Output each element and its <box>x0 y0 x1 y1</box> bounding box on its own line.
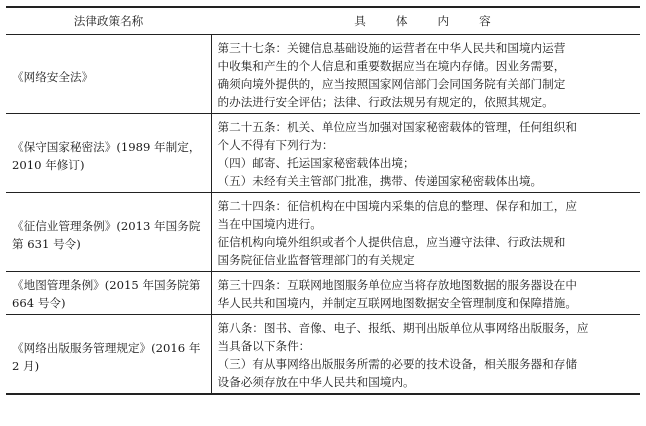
table-row <box>6 35 640 114</box>
law-policy-table <box>6 6 640 395</box>
law-content-cell <box>211 272 640 315</box>
law-content-cell <box>211 315 640 395</box>
law-name-cell: 《网络出版服务管理规定》(2016 年 2 月) <box>6 315 211 395</box>
content-line: 第八条：图书、音像、电子、报纸、期刊出版单位从事网络出版服务，应 <box>217 321 589 335</box>
content-line: （五）未经有关主管部门批准，携带、传递国家秘密载体出境。 <box>217 174 543 188</box>
table-row <box>6 193 640 272</box>
table-header-row <box>6 7 640 35</box>
content-line: 第二十五条：机关、单位应当加强对国家秘密载体的管理，任何组织和 <box>217 120 577 134</box>
content-line: 设备必须存放在中华人民共和国境内。 <box>217 375 415 389</box>
column-header-content: 具体内容 <box>354 14 521 28</box>
content-line: （三）有从事网络出版服务所需的必要的技术设备，相关服务器和存储 <box>217 357 577 371</box>
law-content-cell <box>211 35 640 114</box>
content-line: 当具备以下条件： <box>217 339 311 353</box>
content-line: 第三十七条：关键信息基础设施的运营者在中华人民共和国境内运营 <box>217 41 566 55</box>
column-header-law-name: 法律政策名称 <box>73 14 144 28</box>
content-line: 国务院征信业监督管理部门的有关规定 <box>217 253 415 267</box>
content-line: （四）邮寄、托运国家秘密载体出境； <box>217 156 415 170</box>
table-row <box>6 272 640 315</box>
content-line: 当在中国境内进行。 <box>217 217 322 231</box>
law-name-cell: 《地图管理条例》(2015 年国务院第 664 号令) <box>6 272 211 315</box>
law-name-cell: 《保守国家秘密法》(1989 年制定，2010 年修订) <box>6 114 211 193</box>
law-content-cell <box>211 114 640 193</box>
content-line: 第三十四条：互联网地图服务单位应当将存放地图数据的服务器设在中 <box>217 278 577 292</box>
content-line: 个人不得有下列行为： <box>217 138 334 152</box>
law-name-cell: 《征信业管理条例》(2013 年国务院第 631 号令) <box>6 193 211 272</box>
content-line: 确须向境外提供的，应当按照国家网信部门会同国务院有关部门制定 <box>217 77 566 91</box>
content-line: 华人民共和国境内，并制定互联网地图数据安全管理制度和保障措施。 <box>217 296 577 310</box>
table-row <box>6 114 640 193</box>
content-line: 第二十四条：征信机构在中国境内采集的信息的整理、保存和加工，应 <box>217 199 577 213</box>
law-content-cell <box>211 193 640 272</box>
law-name-cell: 《网络安全法》 <box>6 35 211 114</box>
content-line: 中收集和产生的个人信息和重要数据应当在境内存储。因业务需要， <box>217 59 566 73</box>
content-line: 征信机构向境外组织或者个人提供信息，应当遵守法律、行政法规和 <box>217 235 566 249</box>
table-row <box>6 315 640 395</box>
content-line: 的办法进行安全评估；法律、行政法规另有规定的，依照其规定。 <box>217 95 554 109</box>
